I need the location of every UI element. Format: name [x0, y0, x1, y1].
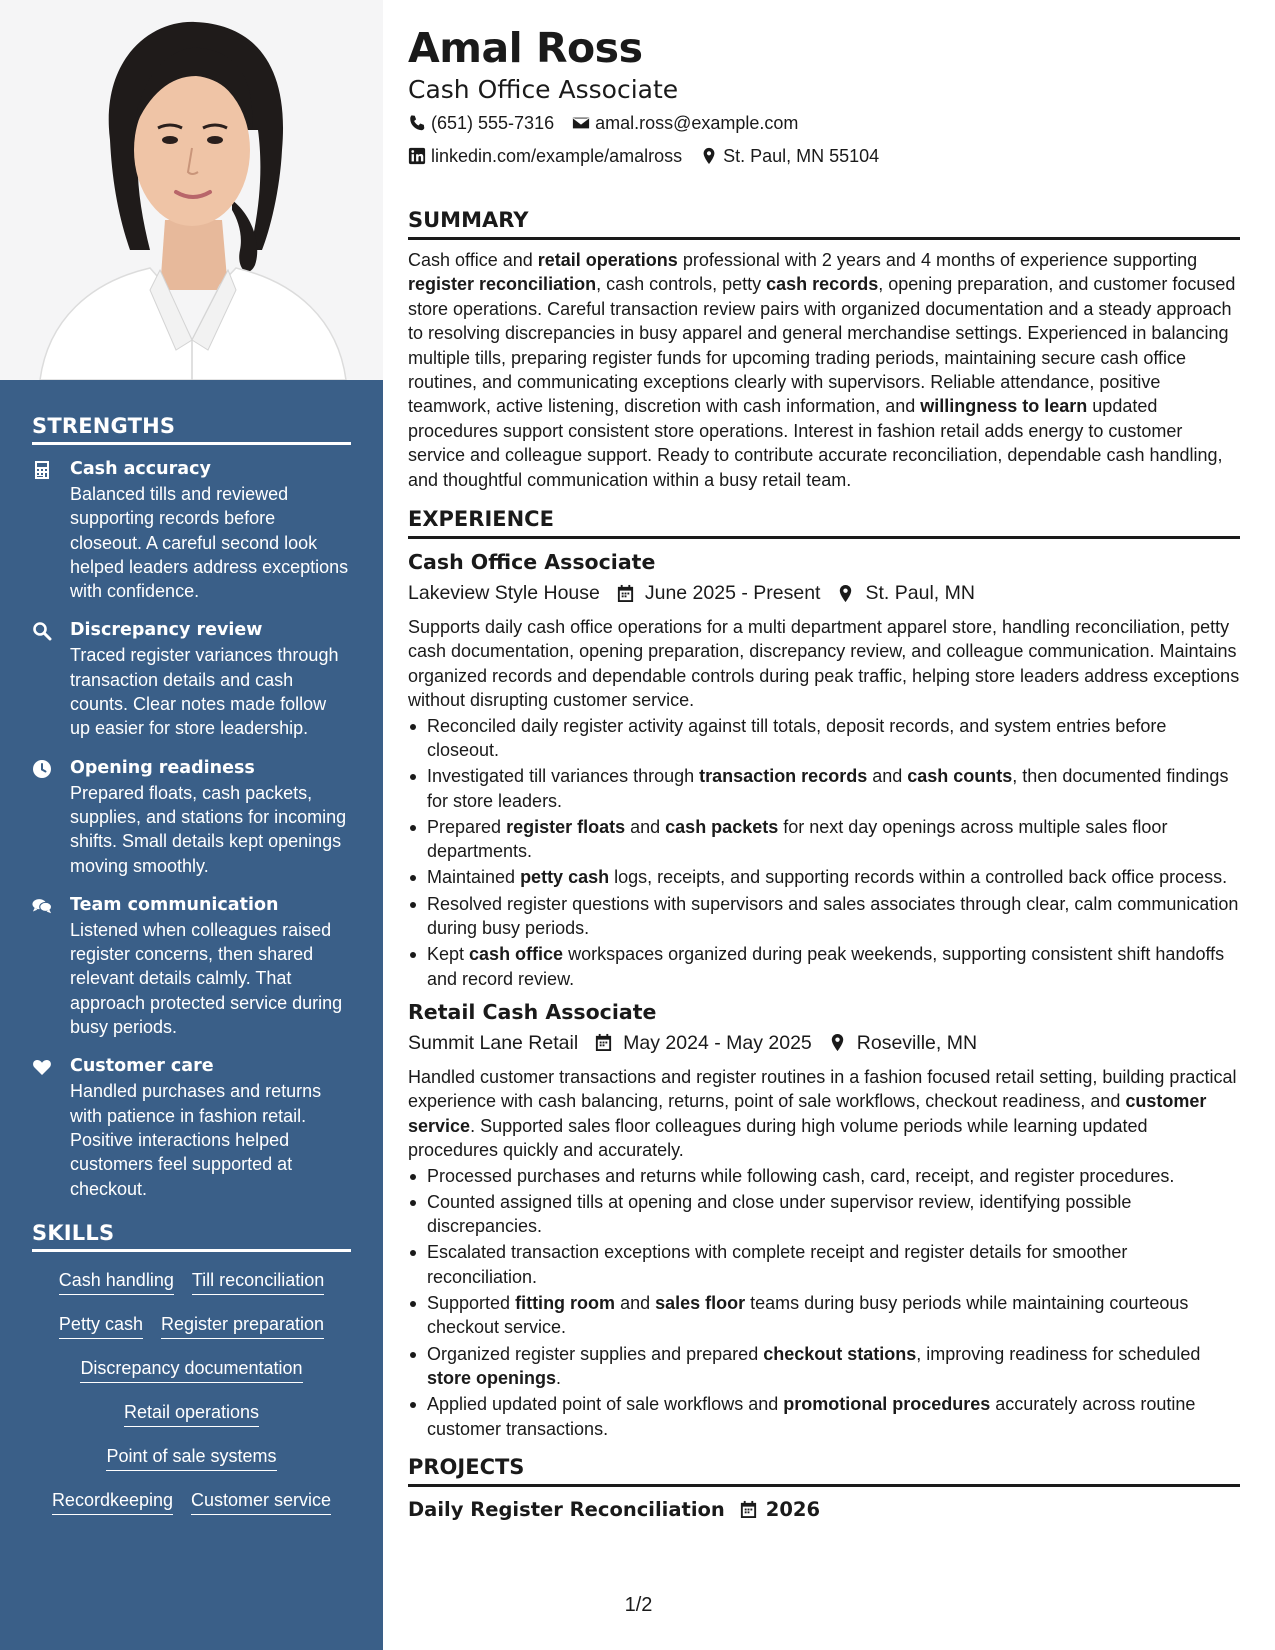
- strength-description: Balanced tills and reviewed supporting records before closeout. A careful second look helped leaders address exceptions with confidence.: [70, 484, 349, 602]
- main-content: [408, 22, 1240, 1525]
- job-bullets: [408, 714, 1240, 991]
- job-title: Retail Cash Associate: [408, 999, 657, 1024]
- bullet-item: Escalated transaction exceptions with complete receipt and register details for smoother reconciliation.: [408, 1240, 1240, 1289]
- page-number: [0, 1594, 1275, 1617]
- bold-keyword: sales floor: [655, 1293, 746, 1314]
- bold-keyword: promotional procedures: [783, 1394, 991, 1415]
- bullet-item: Prepared register floats and cash packets for next day openings across multiple sales floor departments.: [408, 815, 1240, 864]
- linkedin-text: linkedin.com/example/amalross: [431, 146, 683, 166]
- skill-tag: Till reconciliation: [192, 1268, 324, 1295]
- strength-description: Prepared floats, cash packets, supplies, and stations for incoming shifts. Small details kept openings moving smoothly.: [70, 782, 347, 876]
- bold-keyword: fitting room: [515, 1293, 616, 1314]
- bullet-item: Kept cash office workspaces organized during peak weekends, supporting consistent shift handoffs and record review.: [408, 942, 1240, 991]
- skill-tag: Customer service: [191, 1488, 331, 1515]
- strength-item: [32, 457, 351, 603]
- project-entry: [408, 1495, 1240, 1525]
- skills-list: [32, 1264, 351, 1515]
- bullet-item: Processed purchases and returns while following cash, card, receipt, and register procedures.: [408, 1164, 1240, 1188]
- skill-tag: Point of sale systems: [106, 1444, 276, 1471]
- location-pin-icon: [836, 584, 855, 603]
- job-headline: Cash Office Associate: [408, 75, 679, 104]
- job-location: [828, 1027, 977, 1059]
- strength-item: [32, 1054, 351, 1200]
- bold-keyword: register reconciliation: [408, 274, 597, 295]
- search-icon: [32, 618, 70, 740]
- project-year: 2026: [765, 1497, 821, 1521]
- job-description: Supports daily cash office operations for a multi department apparel store, handling reconciliation, petty cash documentation, opening preparation, discrepancy review, and colleague communication. Maintains organized records and dependable controls during peak traffic, helping store leaders address exceptions without disrupting customer service.: [408, 617, 1240, 711]
- contact-row: [408, 140, 1240, 172]
- strength-title: Discrepancy review: [70, 620, 263, 641]
- job-description: Handled customer transactions and register routines in a fashion focused retail setting, building practical experience with cash balancing, returns, point of sale workflows, checkout readiness, and customer service. Supported sales floor colleagues during high volume periods while learning updated procedures quickly and accurately.: [408, 1066, 1237, 1161]
- bullet-item: Organized register supplies and prepared checkout stations, improving readiness for scheduled store openings.: [408, 1342, 1240, 1391]
- page-number-text: 1/2: [624, 1594, 653, 1616]
- skills-heading: SKILLS: [32, 1221, 351, 1252]
- strength-title: Customer care: [70, 1056, 214, 1077]
- contact-row: [408, 107, 1240, 139]
- calendar-icon: [594, 1033, 613, 1052]
- profile-photo: [0, 0, 383, 380]
- job-entry: [408, 547, 1240, 991]
- job-meta: [408, 1027, 1240, 1059]
- strength-title: Team communication: [70, 894, 279, 915]
- location-pin-icon: [700, 147, 718, 165]
- clock-icon: [32, 756, 70, 878]
- projects-heading: PROJECTS: [408, 1453, 1240, 1487]
- envelope-icon: [572, 114, 590, 132]
- portrait-image: [0, 0, 383, 380]
- bold-keyword: cash packets: [665, 816, 779, 837]
- bold-keyword: cash records: [766, 274, 879, 295]
- strength-item: [32, 756, 351, 878]
- skill-tag: Petty cash: [59, 1312, 143, 1339]
- skill-tag: Register preparation: [161, 1312, 324, 1339]
- bold-keyword: cash counts: [907, 766, 1013, 787]
- job-meta: [408, 577, 1240, 609]
- strength-description: Listened when colleagues raised register concerns, then shared relevant details calmly. That approach protected service during busy periods.: [70, 919, 343, 1038]
- bullet-item: Resolved register questions with supervisors and sales associates through clear, calm communication during busy periods.: [408, 892, 1240, 941]
- company-name: Lakeview Style House: [408, 582, 600, 605]
- summary-text: Cash office and retail operations professional with 2 years and 4 months of experience supporting register reconciliation, cash controls, petty cash records, opening preparation, and customer focused store operations. Careful transaction review pairs with organized documentation and a steady approach to resolving discrepancies in busy apparel and general merchandise settings. Experienced in balancing multiple tills, preparing register funds for upcoming trading periods, maintaining secure cash office routines, and communicating exceptions clearly with supervisors. Reliable attendance, positive teamwork, active listening, discretion with cash information, and willingness to learn updated procedures support consistent store operations. Interest in fashion retail adds energy to customer service and colleague support. Ready to contribute accurate reconciliation, dependable cash handling, and thoughtful communication within a busy retail team.: [408, 250, 1236, 490]
- bold-keyword: register floats: [506, 816, 626, 837]
- job-dates-text: June 2025 - Present: [644, 582, 821, 605]
- strength-item: [32, 893, 351, 1039]
- skill-tag: Recordkeeping: [52, 1488, 173, 1515]
- job-dates: [616, 577, 821, 609]
- email-text: amal.ross@example.com: [595, 113, 799, 133]
- company-name: Summit Lane Retail: [408, 1031, 579, 1054]
- sidebar-panel: [0, 380, 383, 1650]
- job-location-text: Roseville, MN: [856, 1031, 978, 1054]
- bullet-item: Supported fitting room and sales floor teams during busy periods while maintaining courteous checkout service.: [408, 1291, 1240, 1340]
- bullet-item: Applied updated point of sale workflows and promotional procedures accurately across routine customer transactions.: [408, 1392, 1240, 1441]
- strength-title: Opening readiness: [70, 757, 255, 778]
- strength-description: Traced register variances through transaction details and cash counts. Clear notes made follow up easier for store leadership.: [70, 645, 339, 739]
- location-pin-icon: [828, 1033, 847, 1052]
- bold-keyword: checkout stations: [763, 1343, 917, 1364]
- contact-location: [700, 140, 879, 172]
- bold-keyword: willingness to learn: [920, 396, 1088, 417]
- job-location: [836, 577, 974, 609]
- bullet-item: Investigated till variances through transaction records and cash counts, then documented findings for store leaders.: [408, 764, 1240, 813]
- bold-keyword: transaction records: [699, 766, 868, 787]
- bullet-item: Reconciled daily register activity against till totals, deposit records, and system entries before closeout.: [408, 714, 1240, 763]
- sidebar: [0, 0, 383, 1650]
- calendar-icon: [616, 584, 635, 603]
- contact-email[interactable]: [572, 107, 798, 139]
- bullet-item: Maintained petty cash logs, receipts, and supporting records within a controlled back office process.: [408, 865, 1240, 889]
- comments-icon: [32, 893, 70, 1039]
- skill-tag: Cash handling: [59, 1268, 174, 1295]
- bold-keyword: customer service: [408, 1091, 1207, 1136]
- strength-title: Cash accuracy: [70, 459, 211, 479]
- bold-keyword: retail operations: [537, 250, 678, 270]
- contact-linkedin[interactable]: [408, 140, 682, 172]
- contact-phone[interactable]: [408, 107, 554, 139]
- bold-keyword: petty cash: [520, 867, 610, 888]
- linkedin-icon: [408, 147, 426, 165]
- strength-description: Handled purchases and returns with patience in fashion retail. Positive interactions helped customers feel supported at checkout.: [70, 1081, 322, 1199]
- project-title: Daily Register Reconciliation: [408, 1497, 725, 1521]
- summary-heading: SUMMARY: [408, 206, 1240, 240]
- phone-text: (651) 555-7316: [431, 113, 555, 133]
- person-name: Amal Ross: [408, 24, 643, 72]
- bullet-item: Counted assigned tills at opening and close under supervisor review, identifying possible discrepancies.: [408, 1190, 1240, 1239]
- skill-tag: Discrepancy documentation: [80, 1356, 302, 1383]
- job-dates: [594, 1027, 812, 1059]
- bold-keyword: cash office: [469, 944, 564, 965]
- skill-tag: Retail operations: [124, 1400, 259, 1427]
- job-bullets: [408, 1164, 1240, 1441]
- strengths-heading: STRENGTHS: [32, 414, 351, 445]
- calculator-icon: [32, 457, 70, 603]
- experience-heading: EXPERIENCE: [408, 505, 1240, 539]
- job-title: Cash Office Associate: [408, 550, 656, 575]
- job-entry: [408, 997, 1240, 1441]
- job-dates-text: May 2024 - May 2025: [623, 1031, 812, 1054]
- calendar-icon: [739, 1500, 758, 1519]
- bold-keyword: store openings: [427, 1367, 557, 1388]
- job-location-text: St. Paul, MN: [865, 582, 975, 605]
- location-text: St. Paul, MN 55104: [723, 146, 880, 166]
- phone-icon: [408, 114, 426, 132]
- strength-item: [32, 618, 351, 740]
- heart-icon: [32, 1054, 70, 1200]
